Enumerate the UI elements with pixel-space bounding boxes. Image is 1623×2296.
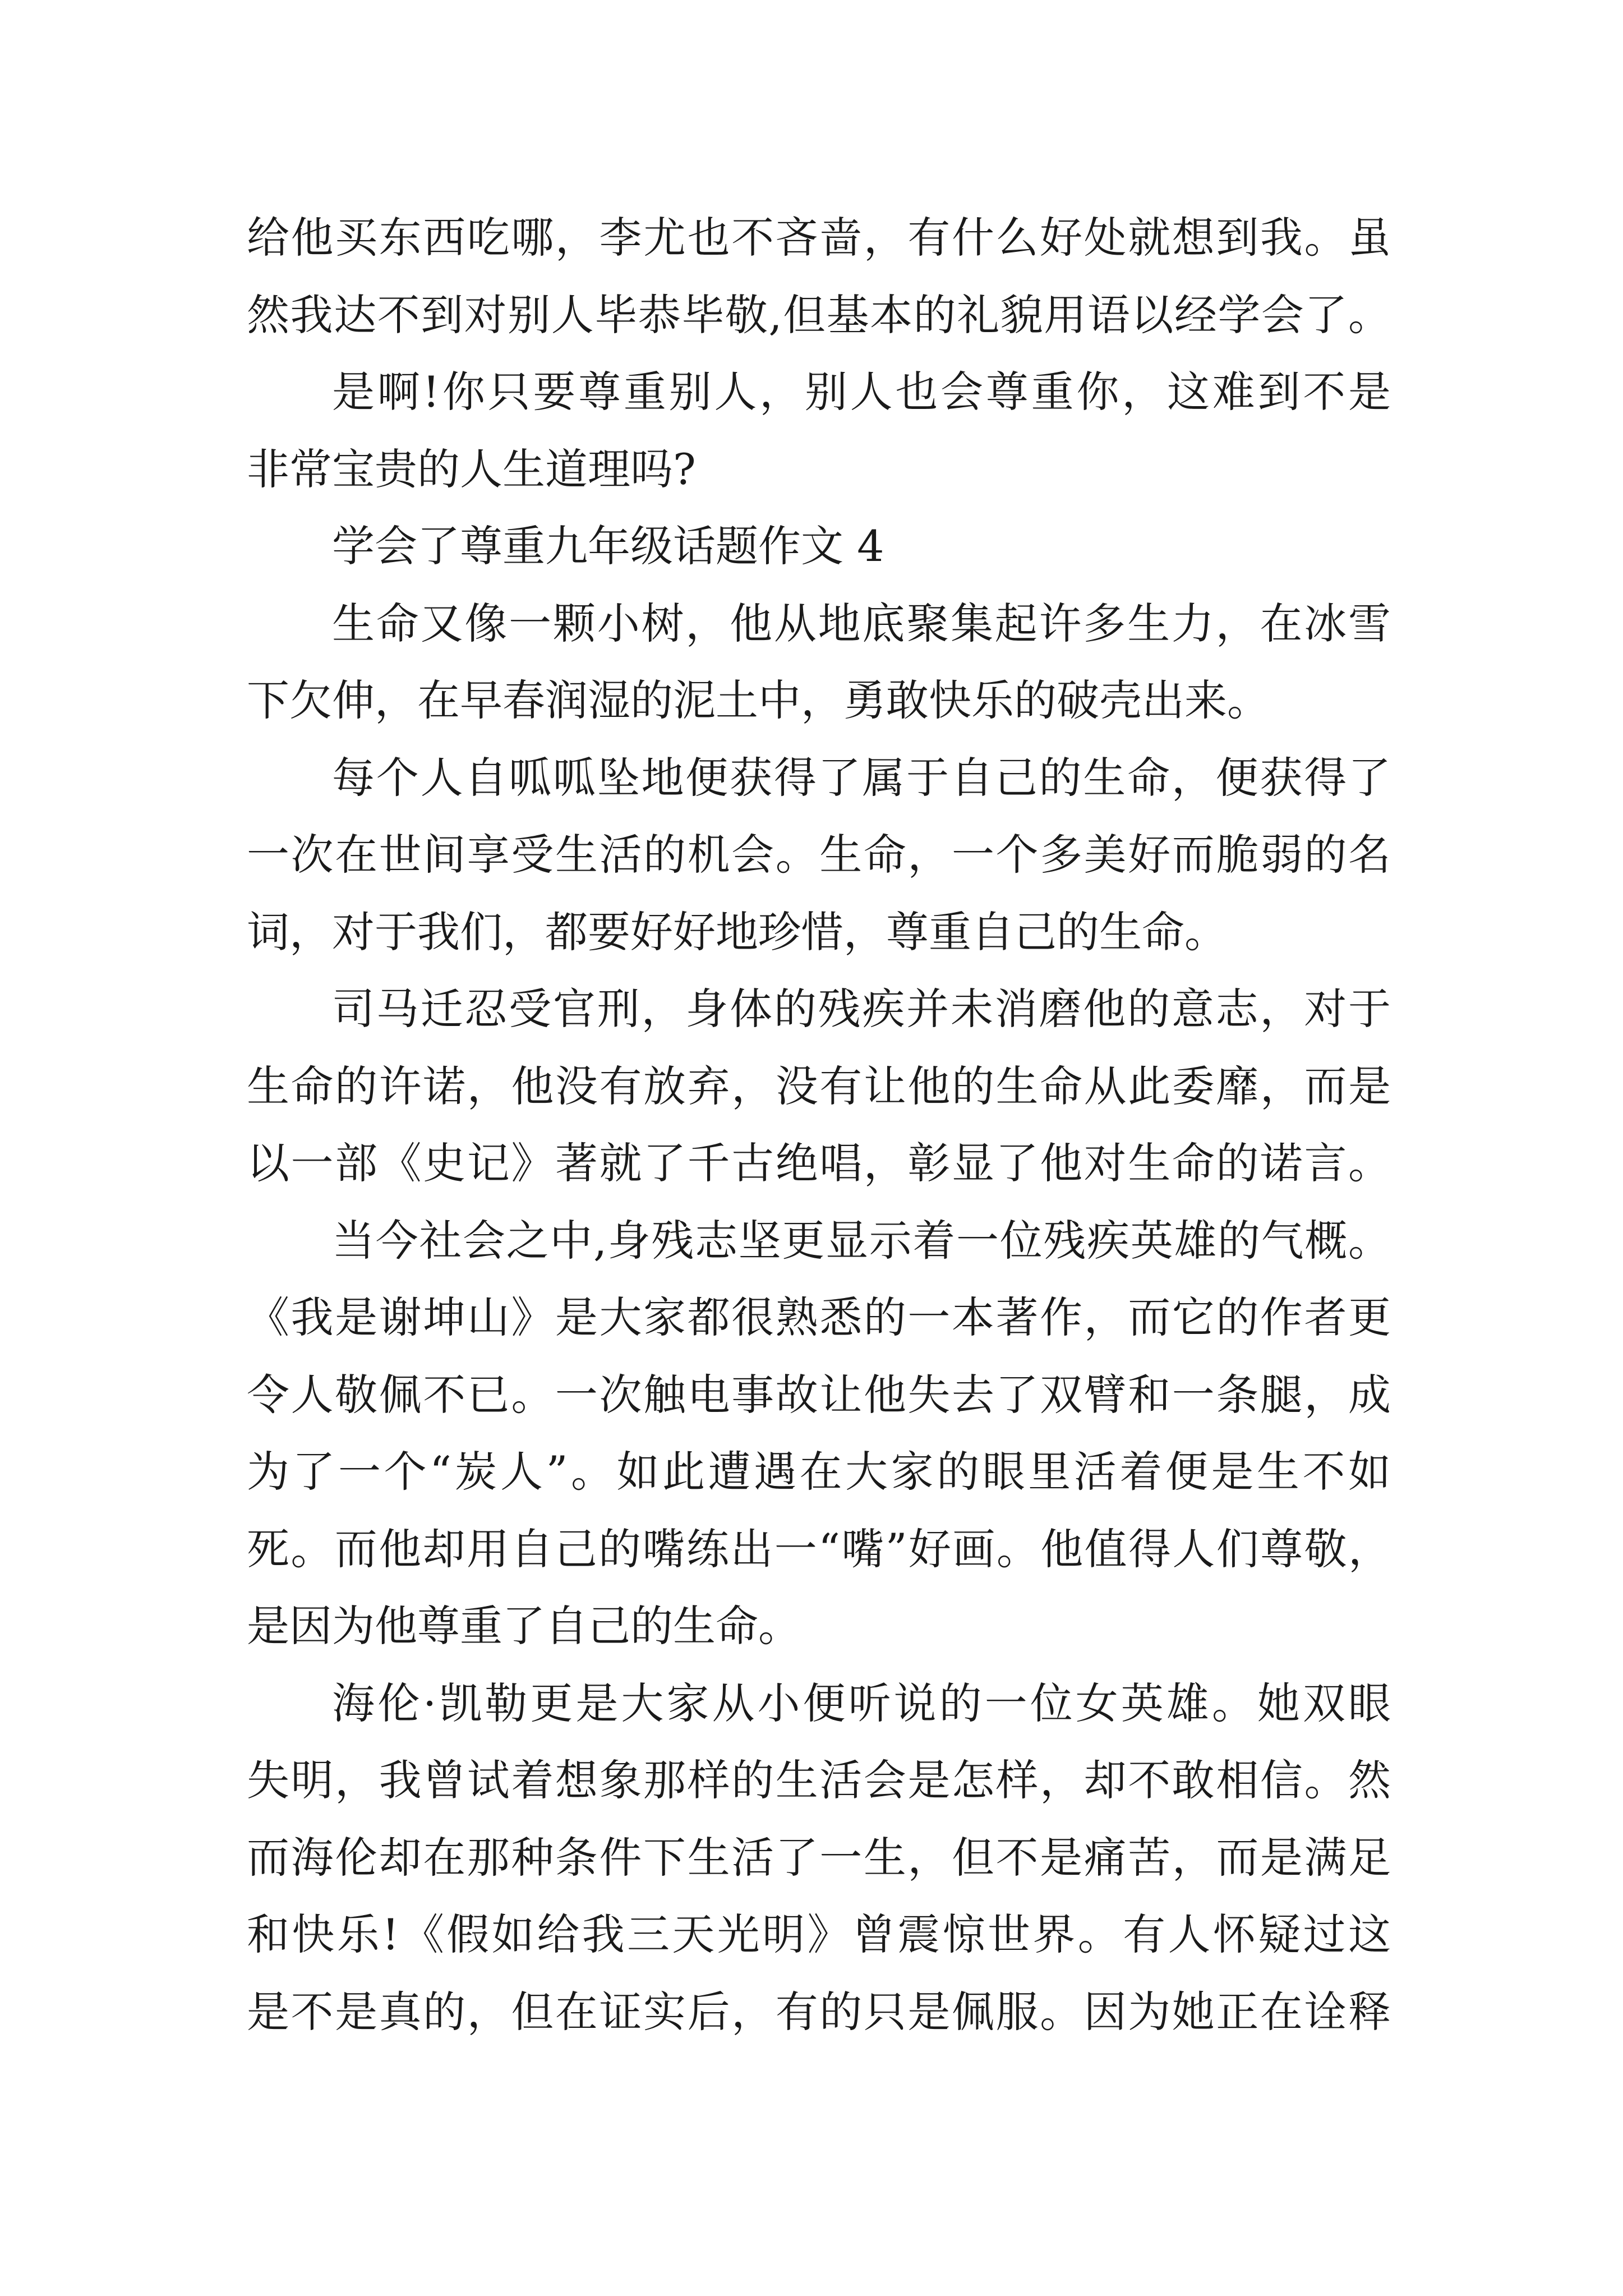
text-line: 令人敬佩不已。一次触电事故让他失去了双臂和一条腿，成 — [247, 1369, 1391, 1420]
text-line: 然我达不到对别人毕恭毕敬,但基本的礼貌用语以经学会了。 — [247, 289, 1391, 340]
text-line: 以一部《史记》著就了千古绝唱，彰显了他对生命的诺言。 — [247, 1138, 1391, 1188]
text-line: 生命的许诺，他没有放弃，没有让他的生命从此委靡，而是 — [247, 1061, 1391, 1111]
text-line: 非常宝贵的人生道理吗? — [247, 444, 696, 494]
section-heading: 学会了尊重九年级话题作文 4 — [332, 521, 884, 571]
text-line: 当今社会之中,身残志坚更显示着一位残疾英雄的气概。 — [332, 1215, 1391, 1266]
text-line: 下欠伸，在早春润湿的泥土中，勇敢快乐的破壳出来。 — [247, 675, 1270, 725]
text-line: 是不是真的，但在证实后，有的只是佩服。因为她正在诠释 — [247, 1986, 1391, 2037]
text-line: 词，对于我们，都要好好地珍惜，尊重自己的生命。 — [247, 907, 1227, 957]
text-line: 海伦·凯勒更是大家从小便听说的一位女英雄。她双眼 — [332, 1678, 1391, 1728]
text-line: 死。而他却用自己的嘴练出一“嘴”好画。他值得人们尊敬， — [247, 1524, 1391, 1574]
text-line: 是啊!你只要尊重别人，别人也会尊重你，这难到不是 — [332, 367, 1391, 417]
text-line: 失明，我曾试着想象那样的生活会是怎样，却不敢相信。然 — [247, 1755, 1391, 1805]
text-line: 是因为他尊重了自己的生命。 — [247, 1601, 801, 1651]
text-line: 每个人自呱呱坠地便获得了属于自己的生命，便获得了 — [332, 752, 1391, 803]
text-line: 为了一个“炭人”。如此遭遇在大家的眼里活着便是生不如 — [247, 1447, 1391, 1497]
text-line: 《我是谢坤山》是大家都很熟悉的一本著作，而它的作者更 — [247, 1292, 1391, 1342]
text-line: 一次在世间享受生活的机会。生命，一个多美好而脆弱的名 — [247, 830, 1391, 880]
text-line: 生命又像一颗小树，他从地底聚集起许多生力，在冰雪 — [332, 598, 1391, 648]
text-line: 给他买东西吃哪，李尤也不吝啬，有什么好处就想到我。虽 — [247, 213, 1391, 263]
body-text — [247, 199, 1391, 2050]
text-line: 和快乐!《假如给我三天光明》曾震惊世界。有人怀疑过这 — [247, 1910, 1391, 1959]
text-line: 而海伦却在那种条件下生活了一生，但不是痛苦，而是满足 — [247, 1832, 1391, 1883]
text-line: 司马迁忍受官刑，身体的残疾并未消磨他的意志，对于 — [332, 984, 1391, 1034]
